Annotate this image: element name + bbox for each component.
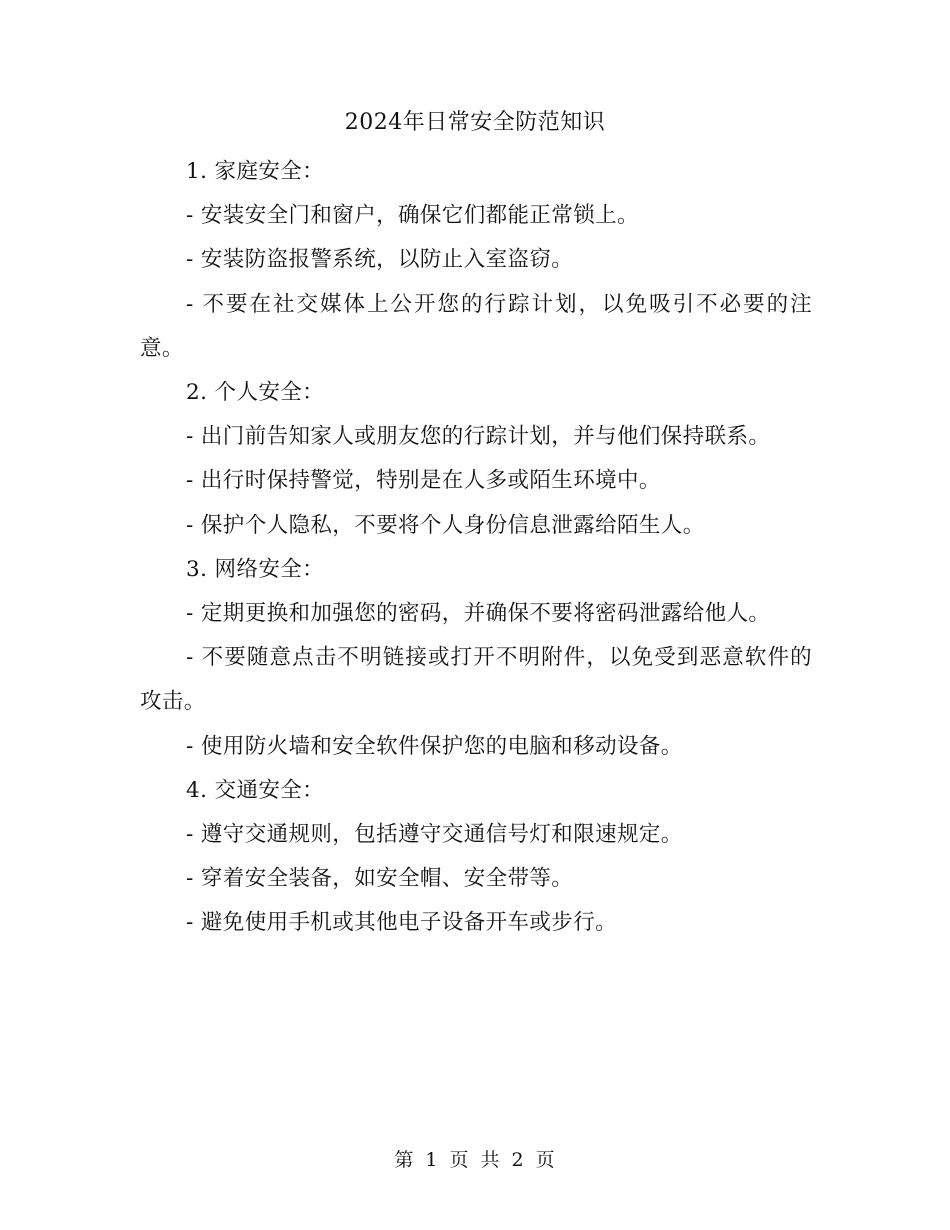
list-item: - 保护个人隐私，不要将个人身份信息泄露给陌生人。 [186,512,705,538]
list-item: - 安装防盗报警系统，以防止入室盗窃。 [186,247,574,273]
list-item: - 穿着安全装备，如安全帽、安全带等。 [186,866,574,892]
list-item: - 不要随意点击不明链接或打开不明附件，以免受到恶意软件的攻击。 [140,645,812,715]
section-heading-network-safety: 3. 网络安全： [186,556,325,582]
section-heading-traffic-safety: 4. 交通安全： [186,777,325,803]
section-heading-home-safety: 1. 家庭安全： [186,159,325,184]
document-title: 2024年日常安全防范知识 [344,110,606,135]
list-item: - 避免使用手机或其他电子设备开车或步行。 [186,910,618,936]
section-heading-personal-safety: 2. 个人安全： [186,380,325,406]
list-item: - 定期更换和加强您的密码，并确保不要将密码泄露给他人。 [186,601,771,627]
document-body [140,150,812,946]
list-item: - 使用防火墙和安全软件保护您的电脑和移动设备。 [186,733,683,759]
list-item: - 出行时保持警觉，特别是在人多或陌生环境中。 [186,468,661,494]
list-item: - 遵守交通规则，包括遵守交通信号灯和限速规定。 [186,822,683,848]
list-item: - 不要在社交媒体上公开您的行踪计划，以免吸引不必要的注意。 [140,291,812,361]
list-item: - 安装安全门和窗户，确保它们都能正常锁上。 [186,203,639,229]
page-footer: 第 1 页 共 2 页 [394,1149,556,1171]
list-item: - 出门前告知家人或朋友您的行踪计划，并与他们保持联系。 [186,424,771,450]
